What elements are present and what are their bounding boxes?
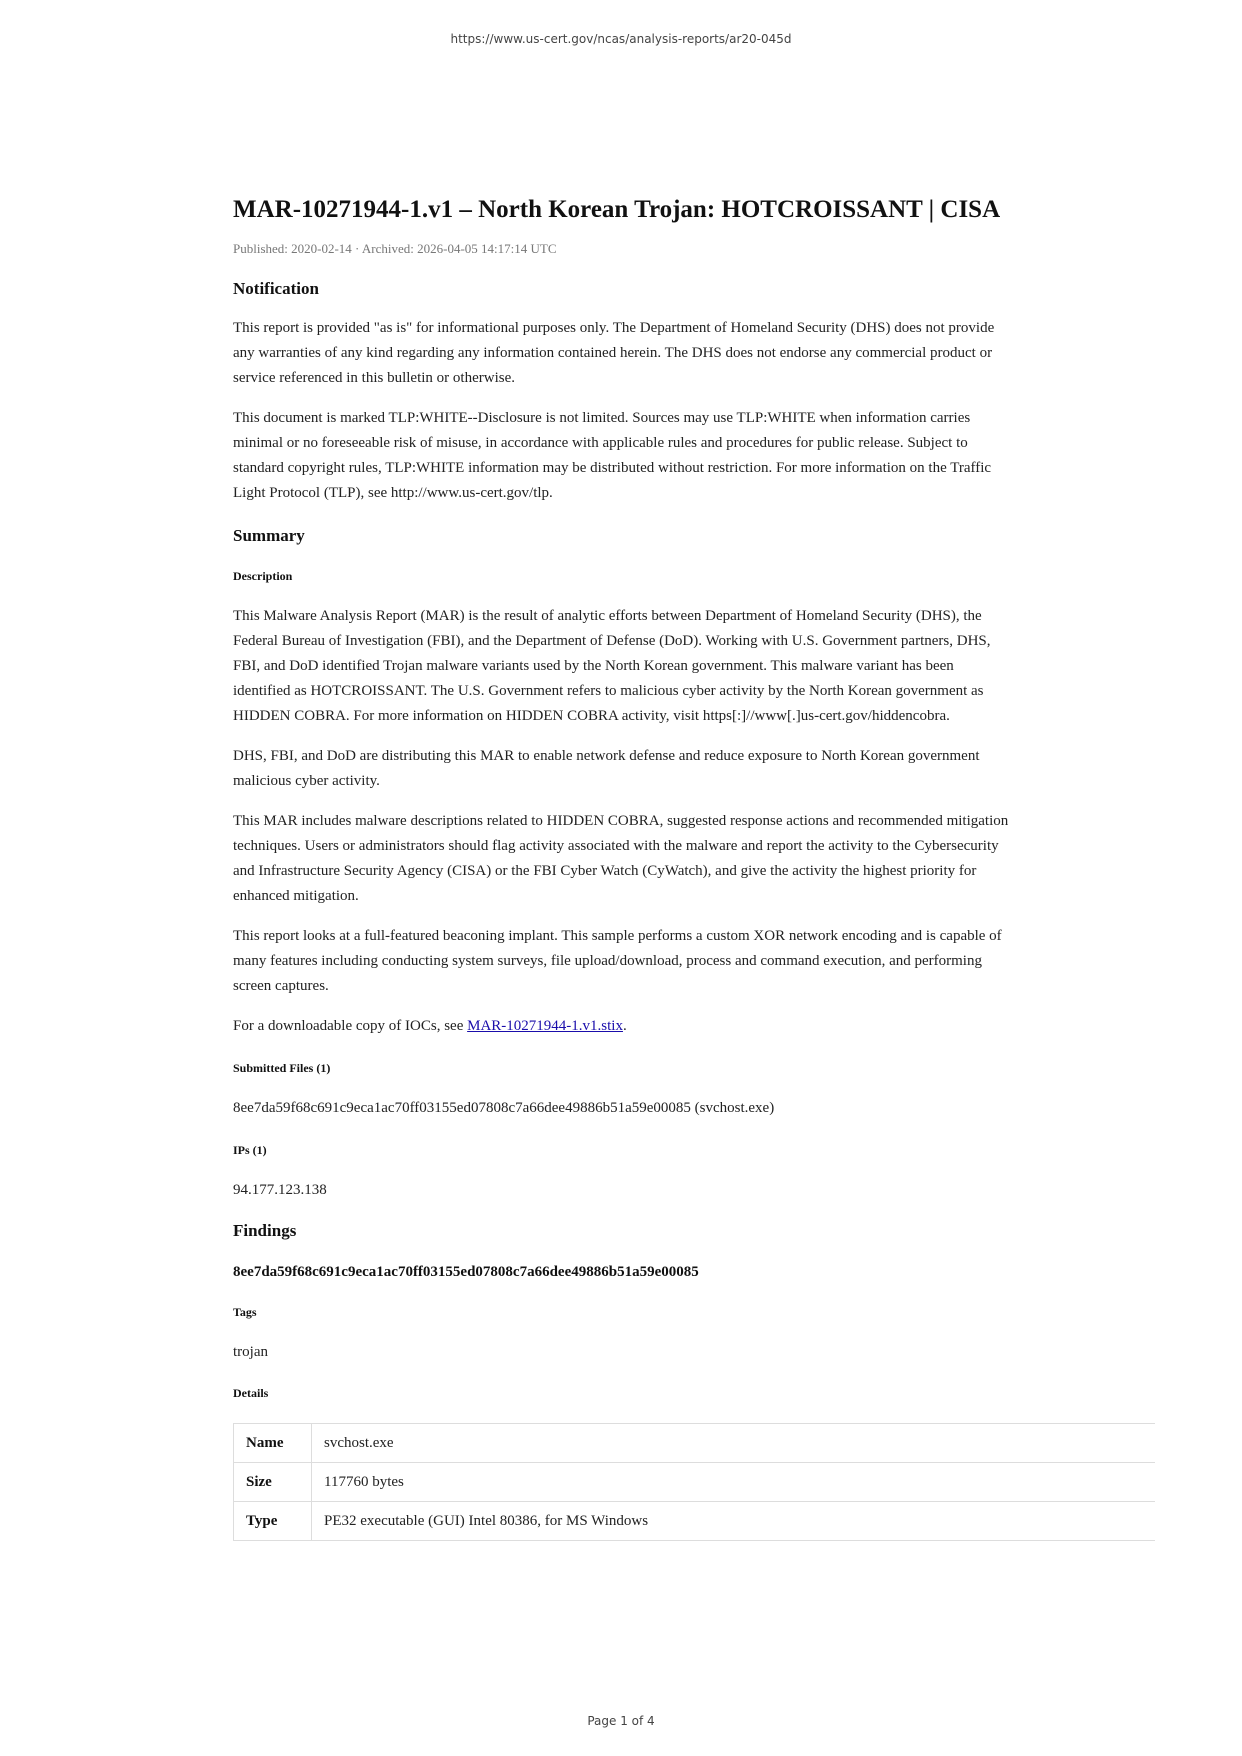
ips-label: IPs (1) bbox=[233, 1143, 267, 1157]
ioc-paragraph bbox=[233, 1014, 1009, 1039]
description-label: Description bbox=[233, 569, 293, 583]
table-row bbox=[234, 1502, 1156, 1541]
details-value: svchost.exe bbox=[312, 1424, 1156, 1463]
document-body bbox=[233, 190, 1009, 1541]
stix-download-link[interactable]: MAR-10271944-1.v1.stix bbox=[467, 1018, 623, 1034]
notification-heading: Notification bbox=[233, 279, 319, 298]
submitted-file-entry: 8ee7da59f68c691c9eca1ac70ff03155ed07808c7a66dee49886b51a59e00085 (svchost.exe) bbox=[233, 1100, 775, 1116]
summary-heading: Summary bbox=[233, 526, 305, 545]
tag-entry: trojan bbox=[233, 1344, 268, 1360]
page-number: Page 1 of 4 bbox=[587, 1714, 655, 1728]
details-key: Type bbox=[234, 1502, 312, 1541]
ioc-suffix: . bbox=[622, 1018, 627, 1034]
summary-paragraph-1: This Malware Analysis Report (MAR) is the result of analytic efforts between Department of Homeland Security (DHS), the Federal Bureau of Investigation (FBI), and the Department of Defense (DoD). Working with U.S. Government partners, DHS, FBI, and DoD identified Trojan malware variants used by the North Korean government. This malware variant has been identified as HOTCROISSANT. The U.S. Government refers to malicious cyber activity by the North Korean government as HIDDEN COBRA. For more information on HIDDEN COBRA activity, visit https[:]//www[.]us-cert.gov/hiddencobra. bbox=[233, 608, 991, 724]
tags-label: Tags bbox=[233, 1305, 257, 1319]
ioc-prefix: For a downloadable copy of IOCs, see bbox=[233, 1018, 468, 1034]
notification-paragraph-1: This report is provided "as is" for informational purposes only. The Department of Homeland Security (DHS) does not provide any warranties of any kind regarding any information contained herein. The DHS does not endorse any commercial product or service referenced in this bulletin or otherwise. bbox=[233, 320, 995, 386]
findings-heading: Findings bbox=[233, 1221, 297, 1240]
table-row bbox=[234, 1424, 1156, 1463]
page-title: MAR-10271944-1.v1 – North Korean Trojan: HOTCROISSANT | CISA bbox=[233, 196, 1001, 223]
details-value: 117760 bytes bbox=[312, 1463, 1156, 1502]
details-label: Details bbox=[233, 1386, 269, 1400]
summary-paragraph-4: This report looks at a full-featured beaconing implant. This sample performs a custom XOR network encoding and is capable of many features including conducting system surveys, file upload/download, process and command execution, and performing screen captures. bbox=[233, 928, 1002, 994]
publish-meta: Published: 2020-02-14 · Archived: 2026-04-05 14:17:14 UTC bbox=[233, 241, 557, 256]
details-value: PE32 executable (GUI) Intel 80386, for MS Windows bbox=[312, 1502, 1156, 1541]
summary-paragraph-2: DHS, FBI, and DoD are distributing this MAR to enable network defense and reduce exposure to North Korean government malicious cyber activity. bbox=[233, 748, 980, 789]
summary-paragraph-3: This MAR includes malware descriptions related to HIDDEN COBRA, suggested response actions and recommended mitigation techniques. Users or administrators should flag activity associated with the malware and report the activity to the Cybersecurity and Infrastructure Security Agency (CISA) or the FBI Cyber Watch (CyWatch), and give the activity the highest priority for enhanced mitigation. bbox=[233, 813, 1009, 904]
details-table bbox=[233, 1423, 1155, 1541]
details-key: Size bbox=[234, 1463, 312, 1502]
page-url-header: https://www.us-cert.gov/ncas/analysis-reports/ar20-045d bbox=[450, 32, 792, 46]
details-key: Name bbox=[234, 1424, 312, 1463]
table-row bbox=[234, 1463, 1156, 1502]
submitted-files-label: Submitted Files (1) bbox=[233, 1061, 331, 1075]
ip-entry: 94.177.123.138 bbox=[233, 1182, 327, 1198]
notification-paragraph-2: This document is marked TLP:WHITE--Disclosure is not limited. Sources may use TLP:WHITE when information carries minimal or no foreseeable risk of misuse, in accordance with applicable rules and procedures for public release. Subject to standard copyright rules, TLP:WHITE information may be distributed without restriction. For more information on the Traffic Light Protocol (TLP), see http://www.us-cert.gov/tlp. bbox=[233, 410, 992, 501]
findings-hash-heading: 8ee7da59f68c691c9eca1ac70ff03155ed07808c7a66dee49886b51a59e00085 bbox=[233, 1264, 699, 1280]
